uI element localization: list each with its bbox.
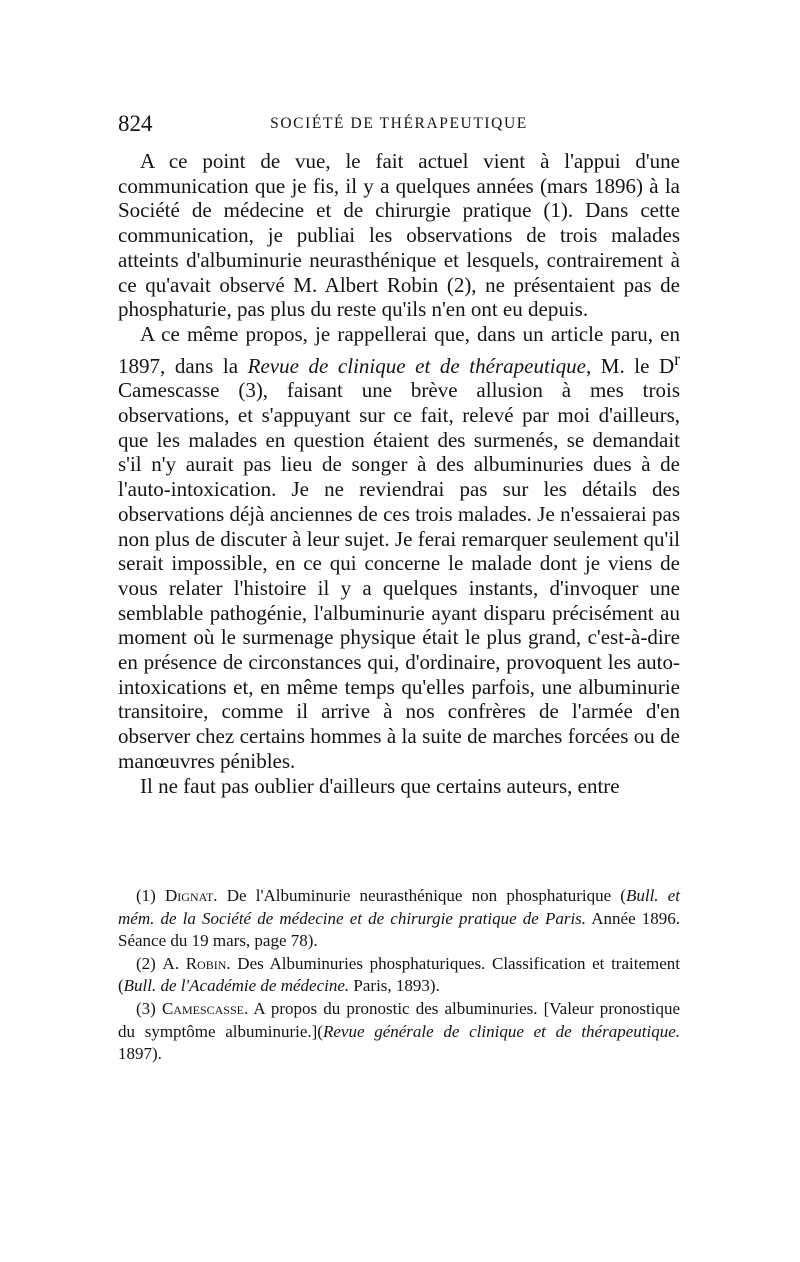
footnote-3-tail: 1897). [118, 1044, 162, 1064]
footnote-2-text: Des Albuminuries phosphaturiques. Classification et traitement ( [118, 953, 680, 996]
paragraph-1: A ce point de vue, le fait actuel vient à l'appui d'une communication que je fis, il y a quelques années (mars 1896) à la Société de médecine et de chirurgie pratique (1). Dans cette communication, je publiai les observations de trois malades atteints d'albuminurie neurasthénique et lesquels, contrairement à ce qu'avait observé M. Albert Robin (2), ne présentaient pas de phosphaturie, pas plus du reste qu'ils n'en ont eu depuis. [118, 149, 680, 322]
footnote-3 [118, 998, 680, 1066]
footnote-1-source: Bull. et mém. de la Société de médecine et de chirurgie pratique de Paris. [118, 886, 680, 928]
paragraph-2 [118, 322, 680, 774]
footnote-2-source: Bull. de l'Académie de médecine. [123, 976, 350, 996]
paragraph-2-part-c: Camescasse (3), faisant une brève allusion à mes trois observations, et s'appuyant sur ce fait, relevé par moi d'ailleurs, que les malades en question étaient des surmenés, se demandait s'il n'y aurait pas lieu de songer à des albuminuries dues à de l'auto-intoxication. Je ne reviendrai pas sur les détails des observations déjà anciennes de ces trois malades. Je n'essaierai pas non plus de discuter à leur sujet. Je ferai remarquer seulement qu'il serait impossible, en ce qui concerne le malade dont je viens de vous relater l'histoire il y a quelques instants, d'invoquer une semblable pathogénie, l'albuminurie ayant disparu précisément au moment où le surmenage physique était le plus grand, c'est-à-dire en présence de circonstances qui, d'ordinaire, provoquent les auto-intoxications et, en même temps qu'elles parfois, une albuminurie transitoire, comme il arrive à nos confrères de l'armée d'en observer chez certains hommes à la suite de marches forcées ou de manœuvres pénibles. [118, 378, 680, 773]
main-text [118, 149, 680, 798]
paragraph-2-part-b: , M. le D [585, 353, 675, 378]
footnote-3-source: Revue générale de clinique et de thérapeutique. [322, 1021, 680, 1041]
footnote-2-marker: (2) [136, 953, 156, 973]
footnote-1 [118, 885, 680, 953]
paragraph-3: Il ne faut pas oublier d'ailleurs que certains auteurs, entre [140, 773, 620, 798]
footnote-2-author: A. Robin. [162, 953, 231, 973]
footnote-1-marker: (1) [136, 886, 156, 905]
doctor-superscript: r [674, 348, 681, 369]
journal-title: Revue de clinique et de thérapeutique [247, 353, 586, 378]
footnote-1-author: Dignat. [165, 886, 218, 905]
footnote-2 [118, 953, 680, 998]
footnote-3-text: A propos du pronostic des albuminuries. [Valeur pronostique du symptôme albuminurie.]( [118, 998, 680, 1041]
footnote-2-tail: Paris, 1893). [349, 976, 440, 996]
page-header [118, 111, 680, 141]
footnotes [118, 885, 680, 1066]
footnote-1-tail: Année 1896. Séance du 19 mars, page 78). [118, 908, 681, 951]
page-number: 824 [118, 111, 153, 136]
running-head: SOCIÉTÉ DE THÉRAPEUTIQUE [270, 115, 528, 132]
footnote-3-author: Camescasse. [161, 998, 249, 1018]
footnote-1-text: De l'Albuminurie neurasthénique non phosphaturique ( [217, 886, 626, 905]
paragraph-2-part-a: A ce même propos, je rappellerai que, dans un article paru, en 1897, dans la [118, 321, 680, 378]
footnote-3-marker: (3) [136, 998, 156, 1018]
